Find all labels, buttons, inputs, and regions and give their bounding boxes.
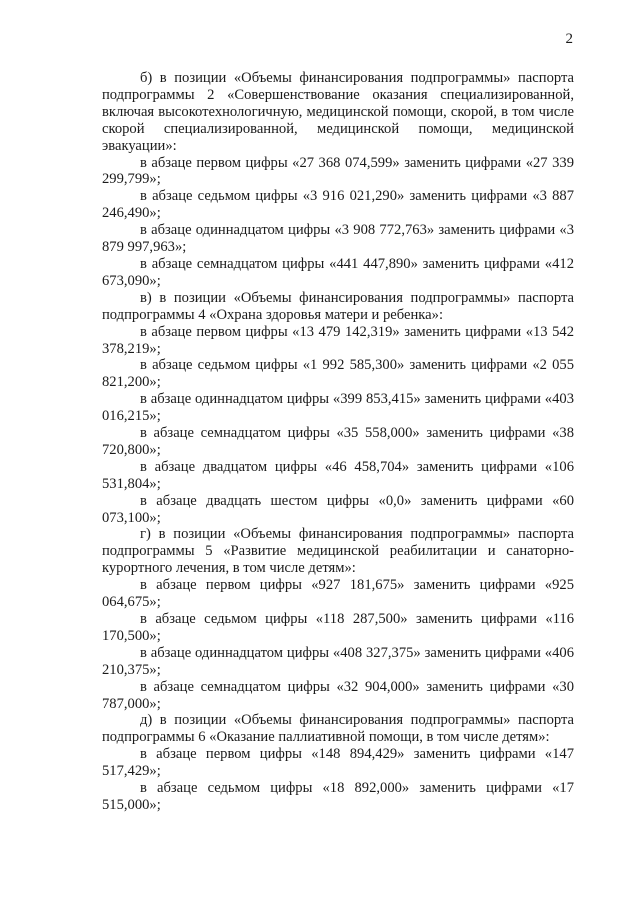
page-number: 2 — [565, 31, 573, 47]
amendment-line: в абзаце первом цифры «27 368 074,599» заменить цифрами «27 339 299,799»; — [102, 154, 574, 188]
amendment-line: в абзаце двадцатом цифры «46 458,704» заменить цифрами «106 531,804»; — [102, 458, 574, 492]
amendment-line: в абзаце седьмом цифры «1 992 585,300» заменить цифрами «2 055 821,200»; — [102, 357, 574, 391]
section-b-heading: б) в позиции «Объемы финансирования подпрограммы» паспорта подпрограммы 2 «Совершенствование оказания специализированной, включая высокотехнологичную, медицинской помощи, скорой, в том числе скорой специализированной, медицинской помощи, медицинской эвакуации»: — [102, 70, 574, 154]
amendment-line: в абзаце семнадцатом цифры «32 904,000» заменить цифрами «30 787,000»; — [102, 678, 574, 712]
amendment-line: в абзаце семнадцатом цифры «35 558,000» заменить цифрами «38 720,800»; — [102, 425, 574, 458]
amendment-line: в абзаце одиннадцатом цифры «3 908 772,763» заменить цифрами «3 879 997,963»; — [102, 222, 574, 256]
section-v-heading: в) в позиции «Объемы финансирования подпрограммы» паспорта подпрограммы 4 «Охрана здоровья матери и ребенка»: — [102, 289, 574, 323]
amendment-line: в абзаце одиннадцатом цифры «408 327,375» заменить цифрами «406 210,375»; — [102, 644, 574, 678]
amendment-line: в абзаце первом цифры «927 181,675» заменить цифрами «925 064,675»; — [102, 577, 574, 611]
amendment-line: в абзаце одиннадцатом цифры «399 853,415» заменить цифрами «403 016,215»; — [102, 391, 574, 425]
amendment-line: в абзаце седьмом цифры «18 892,000» заменить цифрами «17 515,000»; — [102, 780, 574, 813]
document-body — [102, 70, 574, 814]
amendment-line: в абзаце семнадцатом цифры «441 447,890» заменить цифрами «412 673,090»; — [102, 255, 574, 289]
amendment-line: в абзаце первом цифры «148 894,429» заменить цифрами «147 517,429»; — [102, 746, 574, 780]
amendment-line: в абзаце двадцать шестом цифры «0,0» заменить цифрами «60 073,100»; — [102, 492, 574, 526]
amendment-line: в абзаце первом цифры «13 479 142,319» заменить цифрами «13 542 378,219»; — [102, 323, 574, 357]
amendment-line: в абзаце седьмом цифры «3 916 021,290» заменить цифрами «3 887 246,490»; — [102, 188, 574, 222]
section-d-heading: д) в позиции «Объемы финансирования подпрограммы» паспорта подпрограммы 6 «Оказание паллиативной помощи, в том числе детям»: — [102, 712, 574, 746]
section-g-heading: г) в позиции «Объемы финансирования подпрограммы» паспорта подпрограммы 5 «Развитие медицинской реабилитации и санаторно-курортного лечения, в том числе детям»: — [102, 526, 574, 577]
amendment-line: в абзаце седьмом цифры «118 287,500» заменить цифрами «116 170,500»; — [102, 611, 574, 644]
